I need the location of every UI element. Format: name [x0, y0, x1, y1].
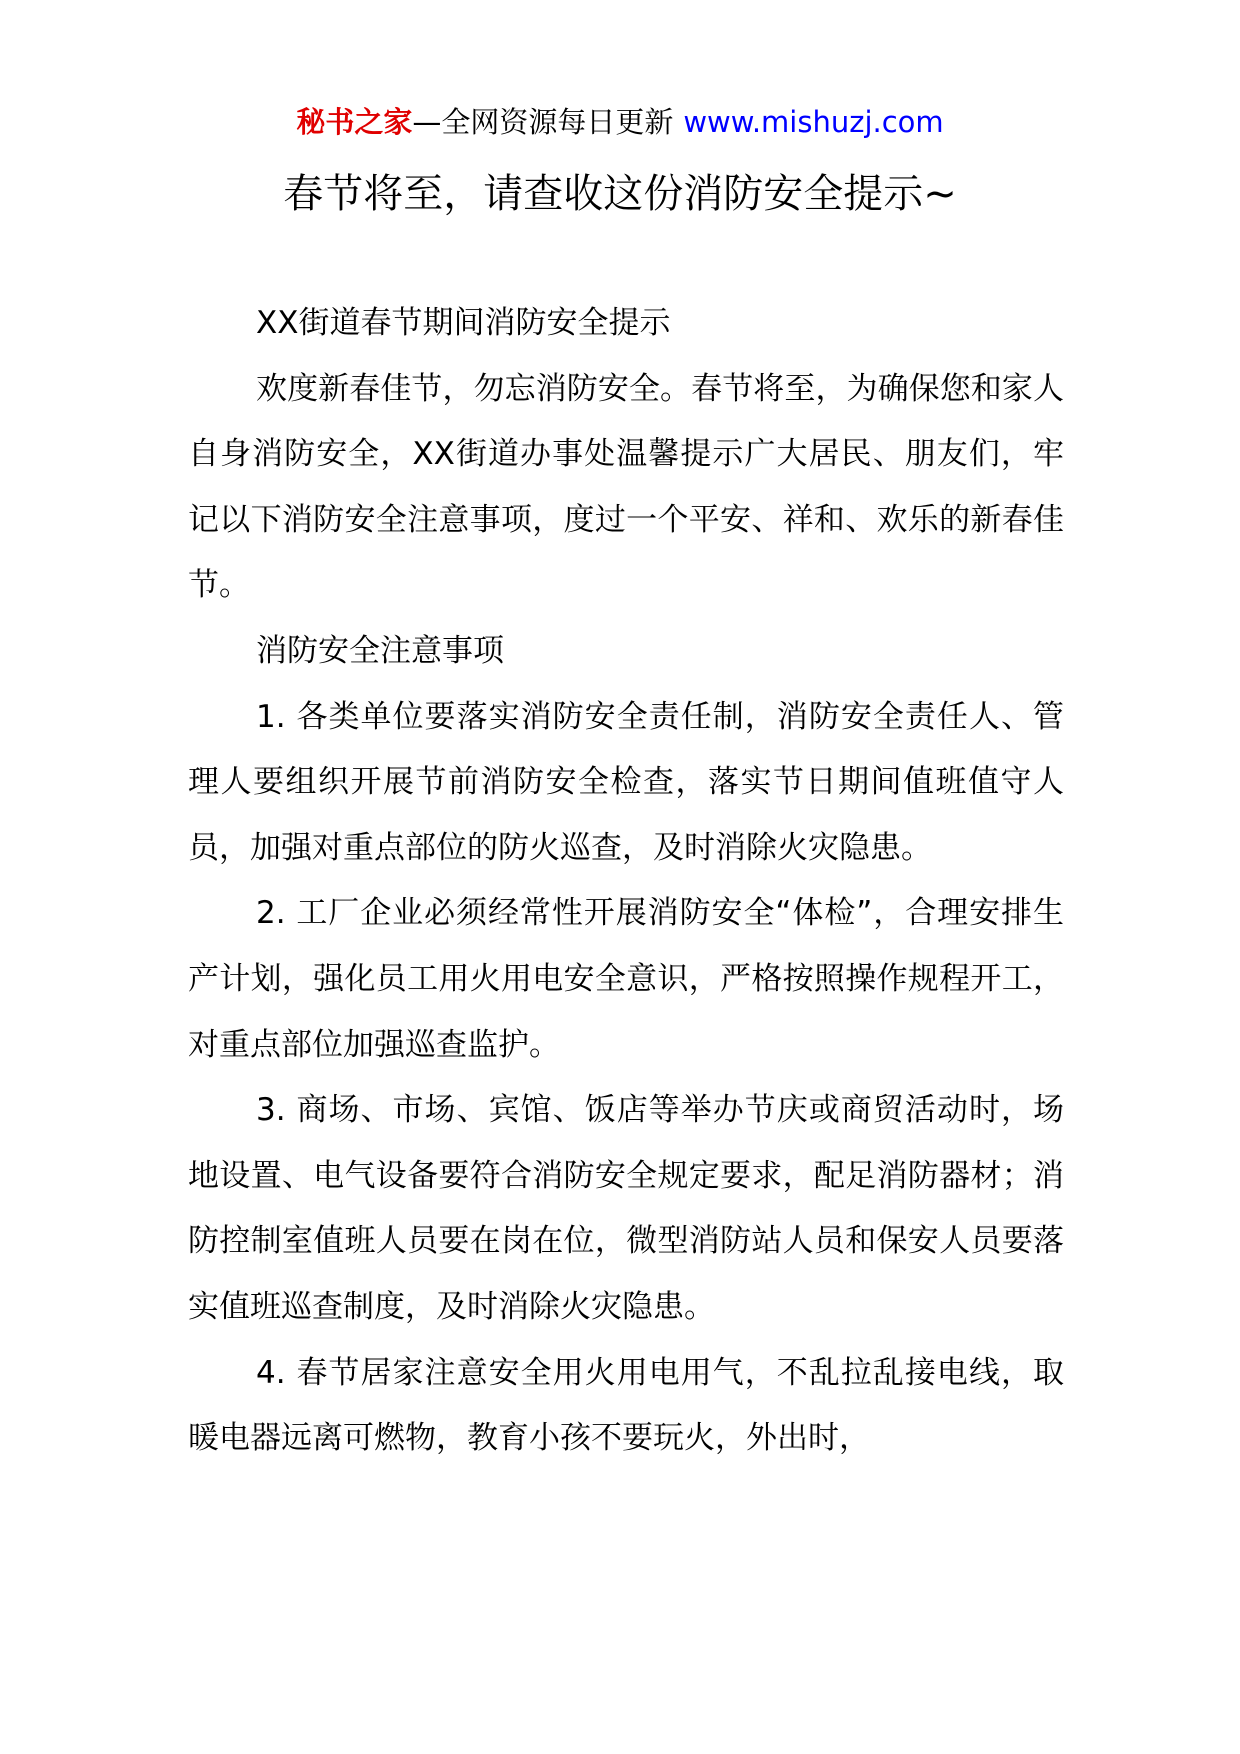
section-heading-notice: XX街道春节期间消防安全提示 — [256, 305, 671, 341]
document-body — [188, 291, 1064, 1472]
site-url-link[interactable]: www.mishuzj.com — [683, 105, 944, 139]
list-item-3: 3. 商场、市场、宾馆、饭店等举办节庆或商贸活动时，场地设置、电气设备要符合消防安全规定要求，配足消防器材；消防控制室值班人员要在岗在位，微型消防站人员和保安人员要落实值班巡查制度，及时消除火灾隐患。 — [188, 1092, 1064, 1325]
document-title: 春节将至，请查收这份消防安全提示~ — [283, 171, 957, 217]
section-heading-items: 消防安全注意事项 — [256, 632, 504, 669]
site-brand: 秘书之家 — [296, 105, 413, 139]
list-item-2: 2. 工厂企业必须经常性开展消防安全“体检”，合理安排生产计划，强化员工用火用电安全意识，严格按照操作规程开工，对重点部位加强巡查监护。 — [188, 895, 1064, 1063]
list-item-1: 1. 各类单位要落实消防安全责任制，消防安全责任人、管理人要组织开展节前消防安全检查，落实节日期间值班值守人员，加强对重点部位的防火巡查，及时消除火灾隐患。 — [188, 698, 1064, 866]
site-tagline: —全网资源每日更新 — [412, 105, 674, 139]
site-header — [0, 102, 1240, 142]
list-item-4: 4. 春节居家注意安全用火用电用气，不乱拉乱接电线，取暖电器远离可燃物，教育小孩不要玩火，外出时， — [188, 1354, 1064, 1457]
intro-paragraph: 欢度新春佳节，勿忘消防安全。春节将至，为确保您和家人自身消防安全，XX街道办事处温馨提示广大居民、朋友们，牢记以下消防安全注意事项，度过一个平安、祥和、欢乐的新春佳节。 — [188, 370, 1064, 604]
